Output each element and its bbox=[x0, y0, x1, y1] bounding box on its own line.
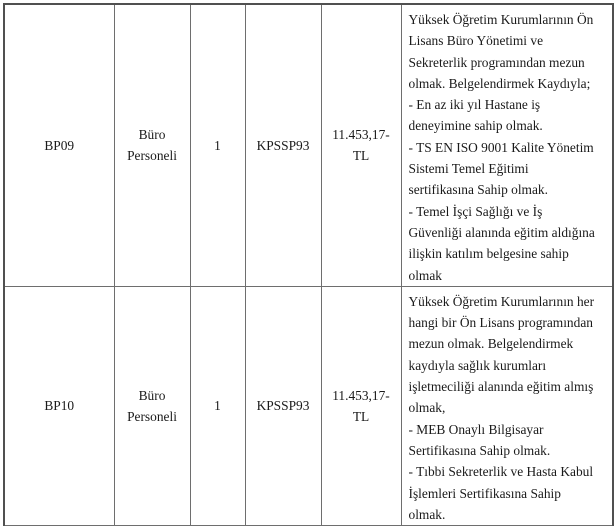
requirement-line: Yüksek Öğretim Kurumlarının her bbox=[408, 293, 595, 309]
requirement-line: - En az iki yıl Hastane iş bbox=[408, 97, 541, 113]
requirement-line: hangi bir Ön Lisans programından bbox=[408, 315, 593, 331]
requirement-line: - Tıbbi Sekreterlik ve Hasta Kabul bbox=[408, 464, 594, 480]
salary-line: TL bbox=[352, 148, 370, 164]
requirement-line: ilişkin katılım belgesine sahip bbox=[408, 246, 569, 262]
requirement-line: işletmeciliği alanında eğitim almış bbox=[408, 379, 594, 395]
requirement-line: Sistemi Temel Eğitimi bbox=[408, 161, 529, 177]
salary bbox=[321, 4, 401, 286]
requirement-line: deneyimine sahip olmak. bbox=[408, 118, 543, 134]
requirement-line: Yüksek Öğretim Kurumlarının Ön bbox=[408, 12, 594, 27]
table-row bbox=[4, 4, 613, 286]
position-title-line: Personeli bbox=[127, 148, 177, 164]
requirement-line: kaydıyla sağlık kurumları bbox=[408, 357, 547, 373]
score-type: KPSSP93 bbox=[245, 286, 321, 525]
requirement-line: Sekreterlik programından mezun bbox=[408, 54, 585, 70]
position-title-line: Büro bbox=[138, 127, 166, 143]
position-count: 1 bbox=[190, 4, 245, 286]
requirements bbox=[401, 4, 613, 286]
requirements bbox=[401, 286, 613, 525]
position-title-line: Personeli bbox=[127, 408, 177, 424]
requirement-line: olmak. Belgelendirmek Kaydıyla; bbox=[408, 75, 591, 91]
salary-line: 11.453,17- bbox=[332, 127, 390, 143]
requirement-line: Güvenliği alanında eğitim aldığına bbox=[408, 224, 595, 240]
requirement-line: İşlemleri Sertifikasına Sahip bbox=[408, 485, 561, 501]
requirement-line: Sertifikasına Sahip olmak. bbox=[408, 442, 551, 458]
requirement-line: - Temel İşçi Sağlığı ve İş bbox=[408, 203, 543, 219]
salary bbox=[321, 286, 401, 525]
requirement-line: olmak bbox=[408, 267, 442, 283]
job-positions-table bbox=[3, 3, 614, 526]
requirement-line: olmak, bbox=[408, 400, 446, 416]
position-code: BP10 bbox=[4, 286, 114, 525]
requirement-line: sertifikasına Sahip olmak. bbox=[408, 182, 548, 198]
requirement-line: Lisans Büro Yönetimi ve bbox=[408, 33, 544, 49]
position-title bbox=[114, 286, 190, 525]
requirement-line: mezun olmak. Belgelendirmek bbox=[408, 336, 574, 352]
salary-line: TL bbox=[352, 408, 370, 424]
position-title-line: Büro bbox=[138, 387, 166, 403]
salary-line: 11.453,17- bbox=[332, 387, 390, 403]
position-code: BP09 bbox=[4, 4, 114, 286]
requirement-line: - TS EN ISO 9001 Kalite Yönetim bbox=[408, 139, 594, 155]
score-type: KPSSP93 bbox=[245, 4, 321, 286]
position-count: 1 bbox=[190, 286, 245, 525]
requirement-line: olmak. bbox=[408, 506, 446, 522]
position-title bbox=[114, 4, 190, 286]
table-row bbox=[4, 286, 613, 525]
requirement-line: - MEB Onaylı Bilgisayar bbox=[408, 421, 544, 437]
